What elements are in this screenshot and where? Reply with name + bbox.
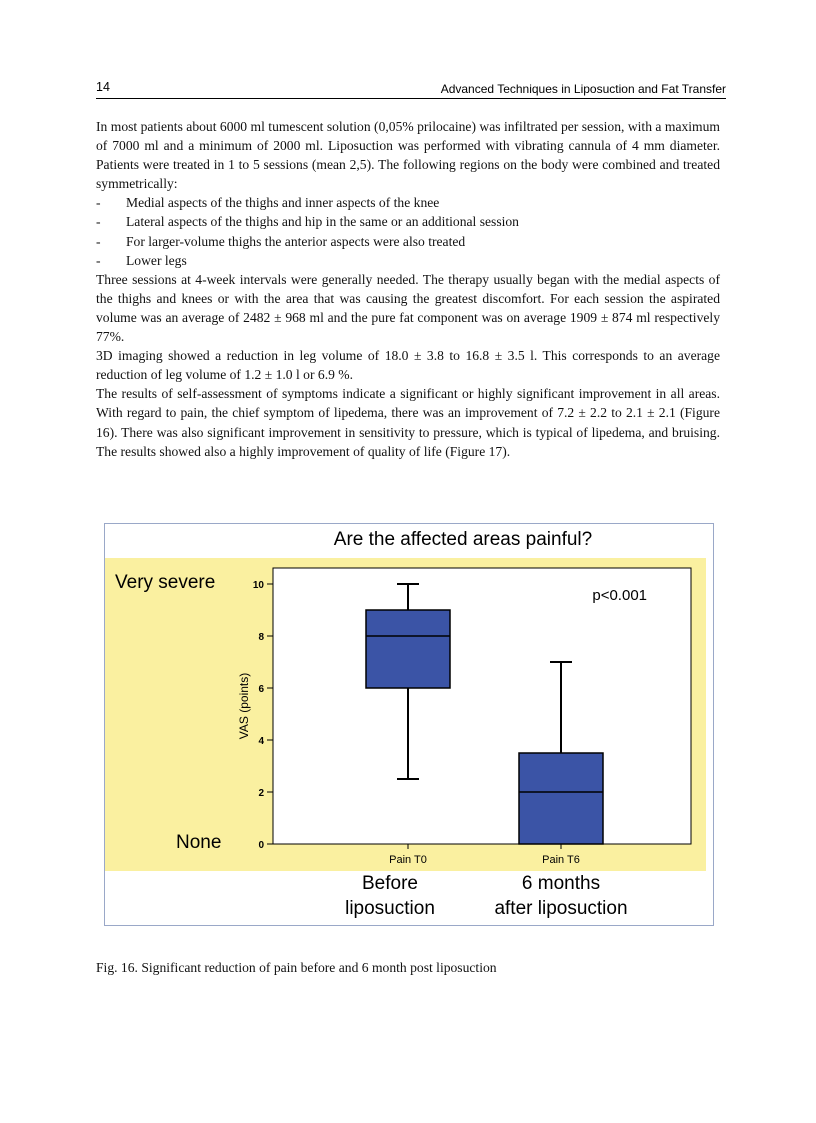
- x-tick-label: Pain T6: [542, 854, 580, 866]
- y-tick-label: 4: [258, 736, 264, 747]
- figure-caption: Fig. 16. Significant reduction of pain before and 6 month post liposuction: [96, 960, 497, 975]
- figure-16: [104, 523, 714, 926]
- paragraph: In most patients about 6000 ml tumescent solution (0,05% prilocaine) was infiltrated per session, with a maximum of 7000 ml and a minimum of 2000 ml. Liposuction was performed with vibrating cannula of 4 mm diameter. Patients were treated in 1 to 5 sessions (mean 2,5). The following regions on the body were combined and treated symmetrically:: [96, 119, 720, 192]
- box-iqr: [366, 610, 450, 688]
- list-item: - For larger-volume thighs the anterior aspects were also treated: [96, 232, 720, 251]
- group-label: after liposuction: [494, 898, 628, 919]
- y-tick-label: 8: [258, 632, 264, 643]
- boxplot-chart: [105, 524, 713, 925]
- y-tick-label: 6: [258, 684, 264, 695]
- treated-regions-list: [96, 193, 720, 269]
- body-text: [96, 117, 720, 461]
- list-item: - Medial aspects of the thighs and inner aspects of the knee: [96, 193, 720, 212]
- paragraph: Three sessions at 4-week intervals were generally needed. The therapy usually began with the medial aspects of the thighs and knees or with the area that was causing the greatest discomfort. For each session the aspirated volume was an average of 2482 ± 968 ml and the pure fat component was on average 1909 ± 874 ml respectively 77%.: [96, 271, 720, 345]
- y-tick-label: 0: [258, 840, 264, 851]
- paragraph: 3D imaging showed a reduction in leg volume of 18.0 ± 3.8 to 16.8 ± 3.5 l. This corresponds to an average reduction of leg volume of 1.2 ± 1.0 l or 6.9 %.: [96, 348, 720, 383]
- x-tick-label: Pain T0: [389, 854, 427, 866]
- group-label: liposuction: [345, 898, 435, 919]
- box-iqr: [519, 753, 603, 844]
- page-number: 14: [96, 80, 110, 94]
- plot-area: [273, 568, 691, 844]
- y-tick-label: 10: [252, 580, 264, 591]
- y-axis-label: VAS (points): [237, 672, 251, 740]
- p-value-annotation: p<0.001: [592, 587, 647, 604]
- list-item: - Lower legs: [96, 251, 720, 270]
- list-item: - Lateral aspects of the thighs and hip in the same or an additional session: [96, 212, 720, 231]
- running-header: [96, 80, 726, 99]
- scale-top-label: Very severe: [115, 572, 216, 593]
- y-tick-label: 2: [258, 788, 264, 799]
- group-label: Before: [362, 873, 418, 894]
- running-title: Advanced Techniques in Liposuction and Fat Transfer: [440, 82, 726, 96]
- paragraph: The results of self-assessment of symptoms indicate a significant or highly significant improvement in all areas. With regard to pain, the chief symptom of lipedema, there was an improvement of 7.2 ± 2.2 to 2.1 ± 2.1 (Figure 16). There was also significant improvement in sensitivity to pressure, which is typical of lipedema, and bruising. The results showed also a highly improvement of quality of life (Figure 17).: [96, 386, 720, 459]
- scale-bottom-label: None: [176, 832, 222, 853]
- group-label: 6 months: [521, 873, 601, 894]
- chart-title: Are the affected areas painful?: [333, 529, 593, 550]
